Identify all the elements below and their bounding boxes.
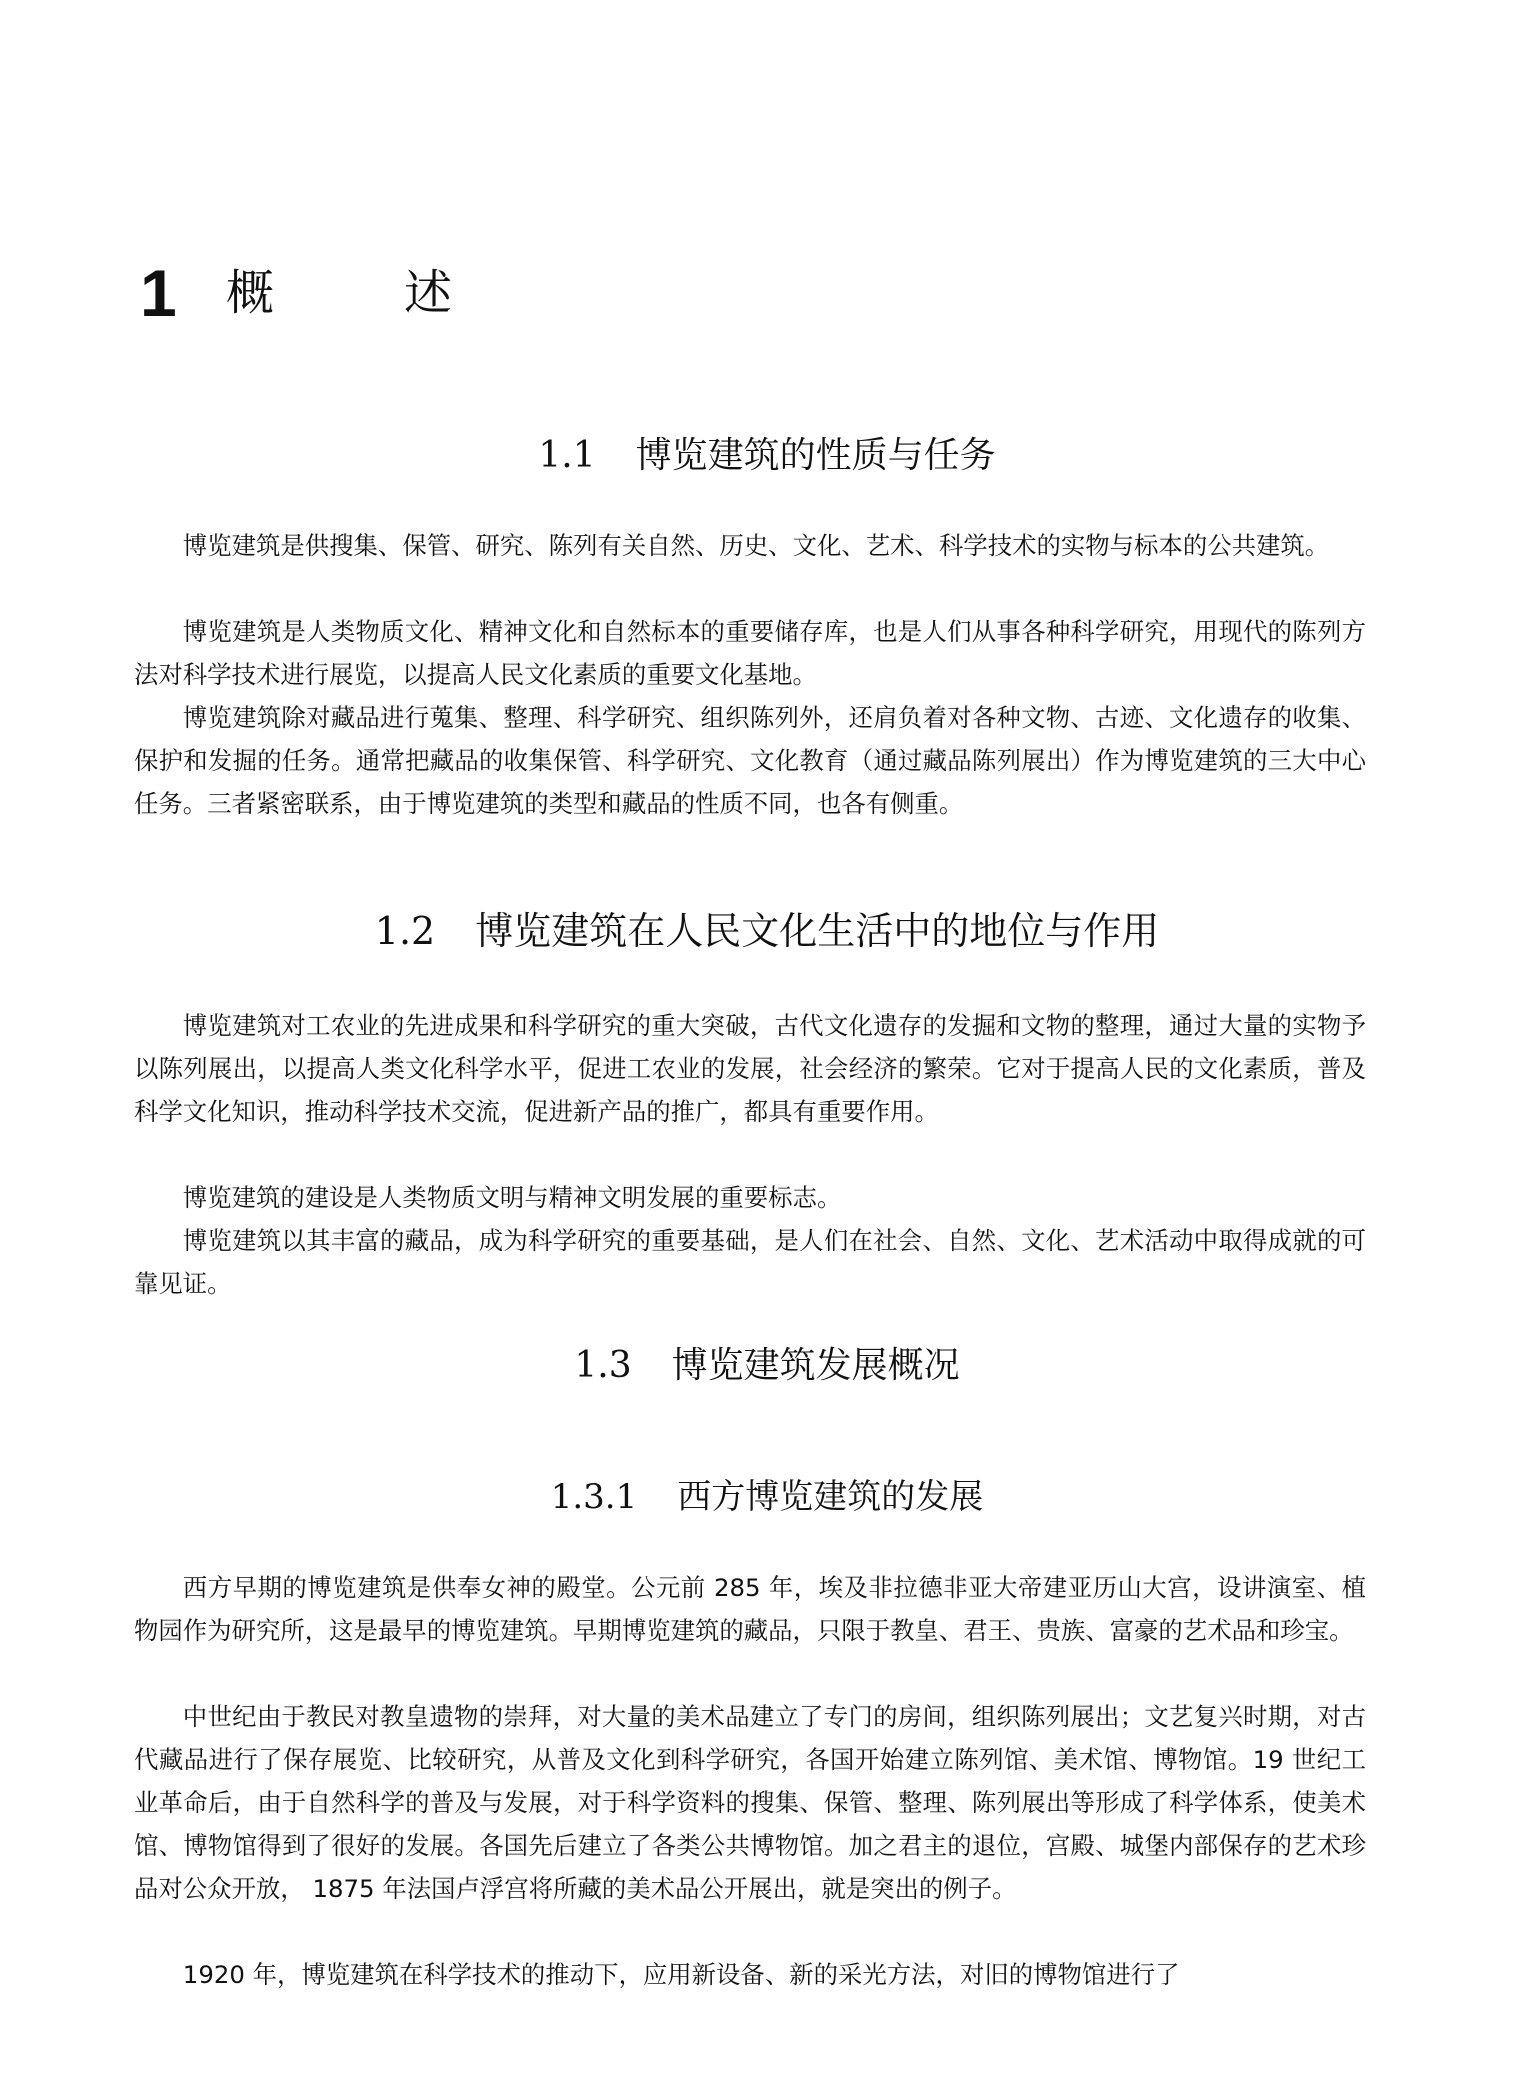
paragraph: 博览建筑的建设是人类物质文明与精神文明发展的重要标志。 <box>182 1183 842 1212</box>
paragraph: 博览建筑对工农业的先进成果和科学研究的重大突破，古代文化遗存的发掘和文物的整理，通过大量的实物予以陈列展出，以提高人类文化科学水平，促进工农业的发展，社会经济的繁荣。它对于提高人民的文化素质，普及科学文化知识，推动科学技术交流，促进新产品的推广，都具有重要作用。 <box>134 1011 1366 1126</box>
section-heading-1-3 <box>0 1345 1534 1386</box>
section-heading-1-2 <box>0 909 1534 953</box>
paragraph: 博览建筑是人类物质文化、精神文化和自然标本的重要储存库，也是人们从事各种科学研究，用现代的陈列方法对科学技术进行展览，以提高人民文化素质的重要文化基地。 <box>134 617 1366 689</box>
section-number: 1.3 <box>574 1345 632 1386</box>
section-title: 博览建筑的性质与任务 <box>635 435 996 476</box>
section-heading-1-1 <box>0 435 1534 476</box>
paragraph: 西方早期的博览建筑是供奉女神的殿堂。公元前 285 年，埃及非拉德非亚大帝建亚历山大宫，设讲演室、植物园作为研究所，这是最早的博览建筑。早期博览建筑的藏品，只限于教皇、君王、贵族、富豪的艺术品和珍宝。 <box>134 1573 1366 1645</box>
section-number: 1.2 <box>374 909 436 953</box>
chapter-heading <box>140 258 582 328</box>
paragraph: 博览建筑除对藏品进行蒐集、整理、科学研究、组织陈列外，还肩负着对各种文物、古迹、文化遗存的收集、保护和发掘的任务。通常把藏品的收集保管、科学研究、文化教育（通过藏品陈列展出）作为博览建筑的三大中心任务。三者紧密联系，由于博览建筑的类型和藏品的性质不同，也各有侧重。 <box>134 703 1366 818</box>
subsection-number: 1.3.1 <box>550 1477 638 1517</box>
paragraph: 博览建筑是供搜集、保管、研究、陈列有关自然、历史、文化、艺术、科学技术的实物与标本的公共建筑。 <box>182 531 1330 560</box>
subsection-title: 西方博览建筑的发展 <box>677 1477 984 1517</box>
chapter-title: 概述 <box>226 265 583 321</box>
section-title: 博览建筑发展概况 <box>671 1345 960 1386</box>
paragraph: 1920 年，博览建筑在科学技术的推动下，应用新设备、新的采光方法，对旧的博物馆进行了 <box>182 1960 1180 1989</box>
section-title: 博览建筑在人民文化生活中的地位与作用 <box>475 909 1160 953</box>
subsection-heading-1-3-1 <box>0 1477 1534 1517</box>
chapter-number: 1 <box>140 256 177 330</box>
paragraph: 博览建筑以其丰富的藏品，成为科学研究的重要基础，是人们在社会、自然、文化、艺术活动中取得成就的可靠见证。 <box>134 1226 1366 1298</box>
paragraph: 中世纪由于教民对教皇遗物的崇拜，对大量的美术品建立了专门的房间，组织陈列展出；文艺复兴时期，对古代藏品进行了保存展览、比较研究，从普及文化到科学研究，各国开始建立陈列馆、美术馆、博物馆。19 世纪工业革命后，由于自然科学的普及与发展，对于科学资料的搜集、保管、整理、陈列展出等形成了科学体系，使美术馆、博物馆得到了很好的发展。各国先后建立了各类公共博物馆。加之君主的退位，宫殿、城堡内部保存的艺术珍品对公众开放， 1875 年法国卢浮宫将所藏的美术品公开展出，就是突出的例子。 <box>134 1702 1366 1903</box>
section-number: 1.1 <box>538 435 596 476</box>
